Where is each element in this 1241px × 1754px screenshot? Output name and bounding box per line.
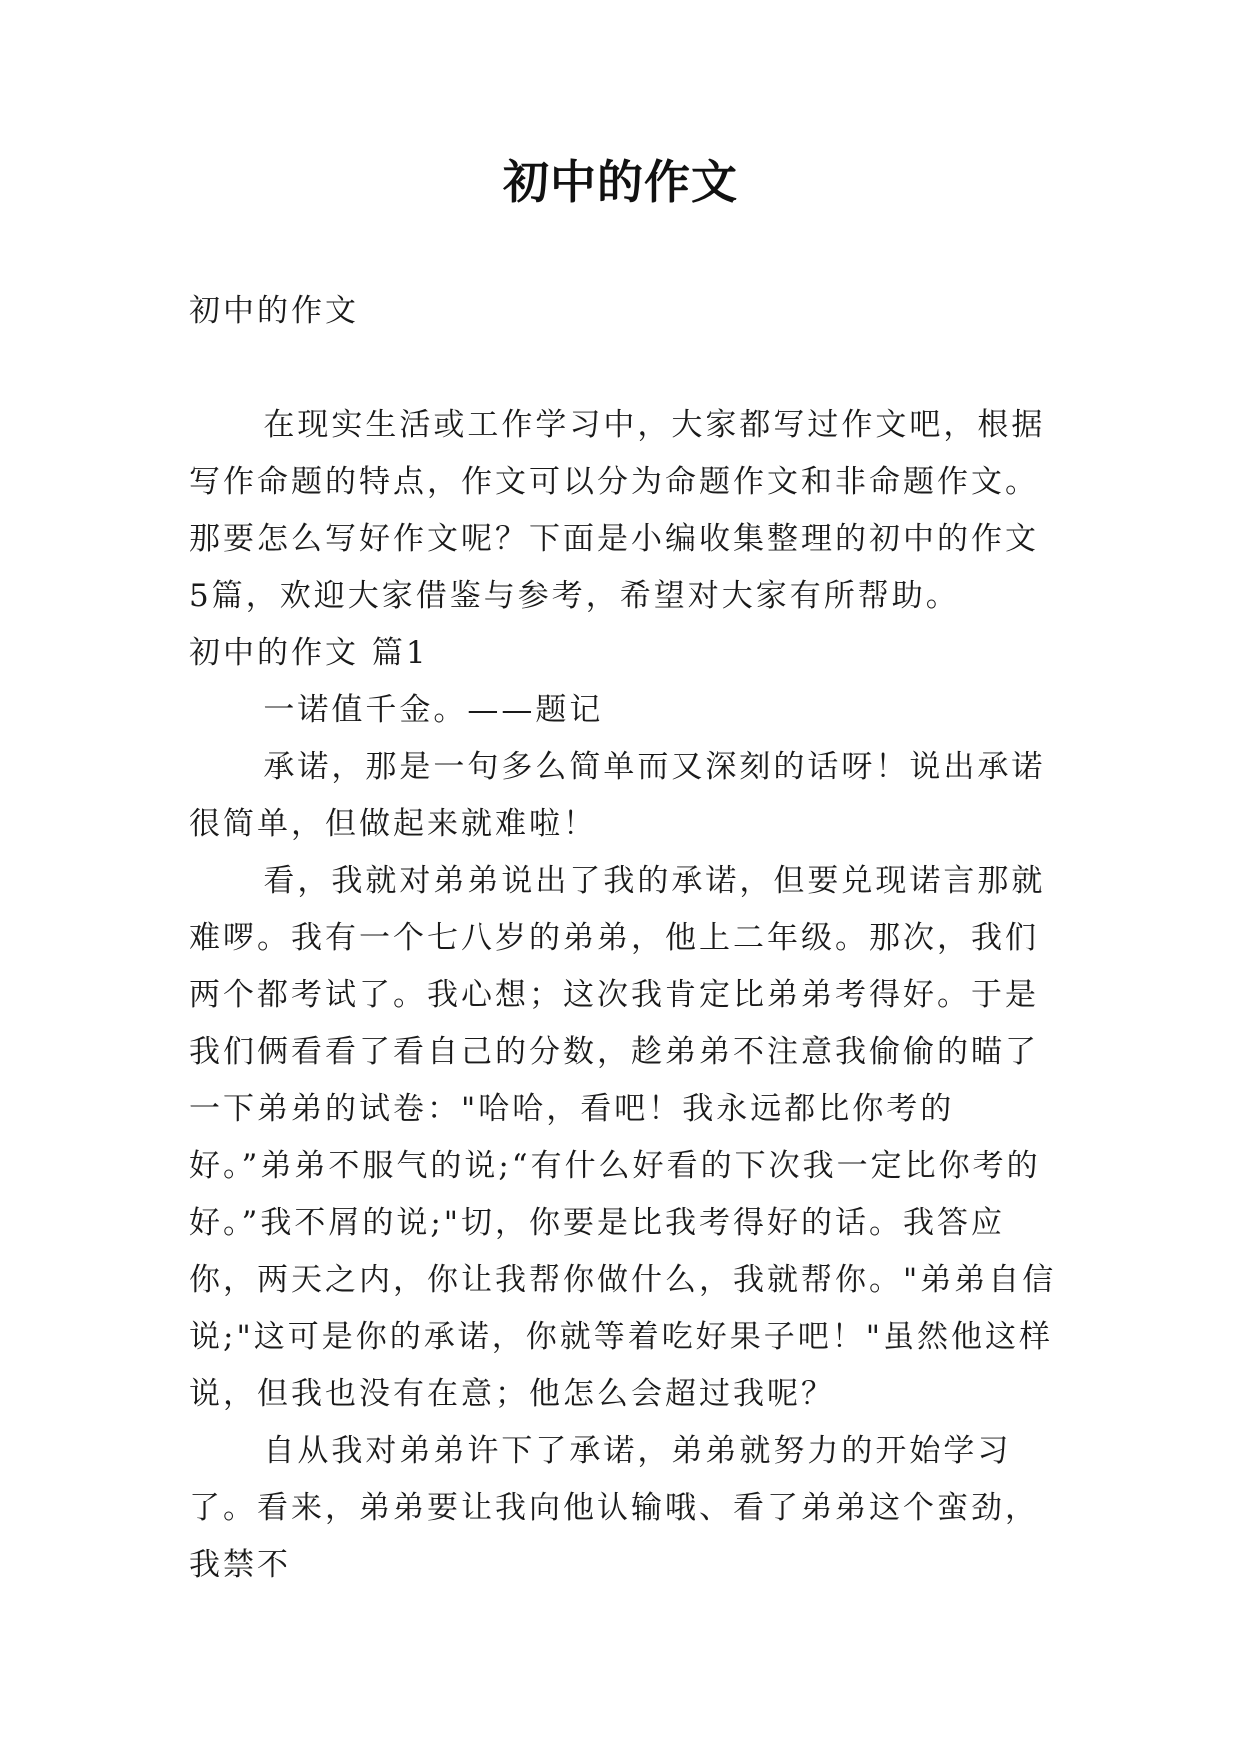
epigraph: 一诺值千金。——题记 [263,692,604,728]
body-paragraph: 自从我对弟弟许下了承诺，弟弟就努力的开始学习了。看来，弟弟要让我向他认输哦、看了弟弟这个蛮劲，我禁不 [189,1433,1039,1583]
intro-paragraph: 在现实生活或工作学习中，大家都写过作文吧，根据写作命题的特点，作文可以分为命题作文和非命题作文。那要怎么写好作文呢？下面是小编收集整理的初中的作文5篇，欢迎大家借鉴与参考，希望对大家有所帮助。 [189,407,1046,614]
document-title: 初中的作文 [503,155,738,209]
body-paragraph: 承诺，那是一句多么简单而又深刻的话呀！说出承诺很简单，但做起来就难啦！ [189,749,1046,842]
body-paragraph: 看，我就对弟弟说出了我的承诺，但要兑现诺言那就难啰。我有一个七八岁的弟弟，他上二年级。那次，我们两个都考试了。我心想；这次我肯定比弟弟考得好。于是我们俩看看了看自己的分数，趁弟弟不注意我偷偷的瞄了一下弟弟的试卷："哈哈，看吧！我永远都比你考的好。”弟弟不服气的说;“有什么好看的下次我一定比你考的好。”我不屑的说;"切，你要是比我考得好的话。我答应你，两天之内，你让我帮你做什么，我就帮你。"弟弟自信说;"这可是你的承诺，你就等着吃好果子吧！"虽然他这样说，但我也没有在意；他怎么会超过我呢？ [189,863,1057,1412]
document-body [189,283,1059,1594]
section-heading: 初中的作文 篇1 [189,635,429,671]
document-subtitle: 初中的作文 [189,293,359,329]
